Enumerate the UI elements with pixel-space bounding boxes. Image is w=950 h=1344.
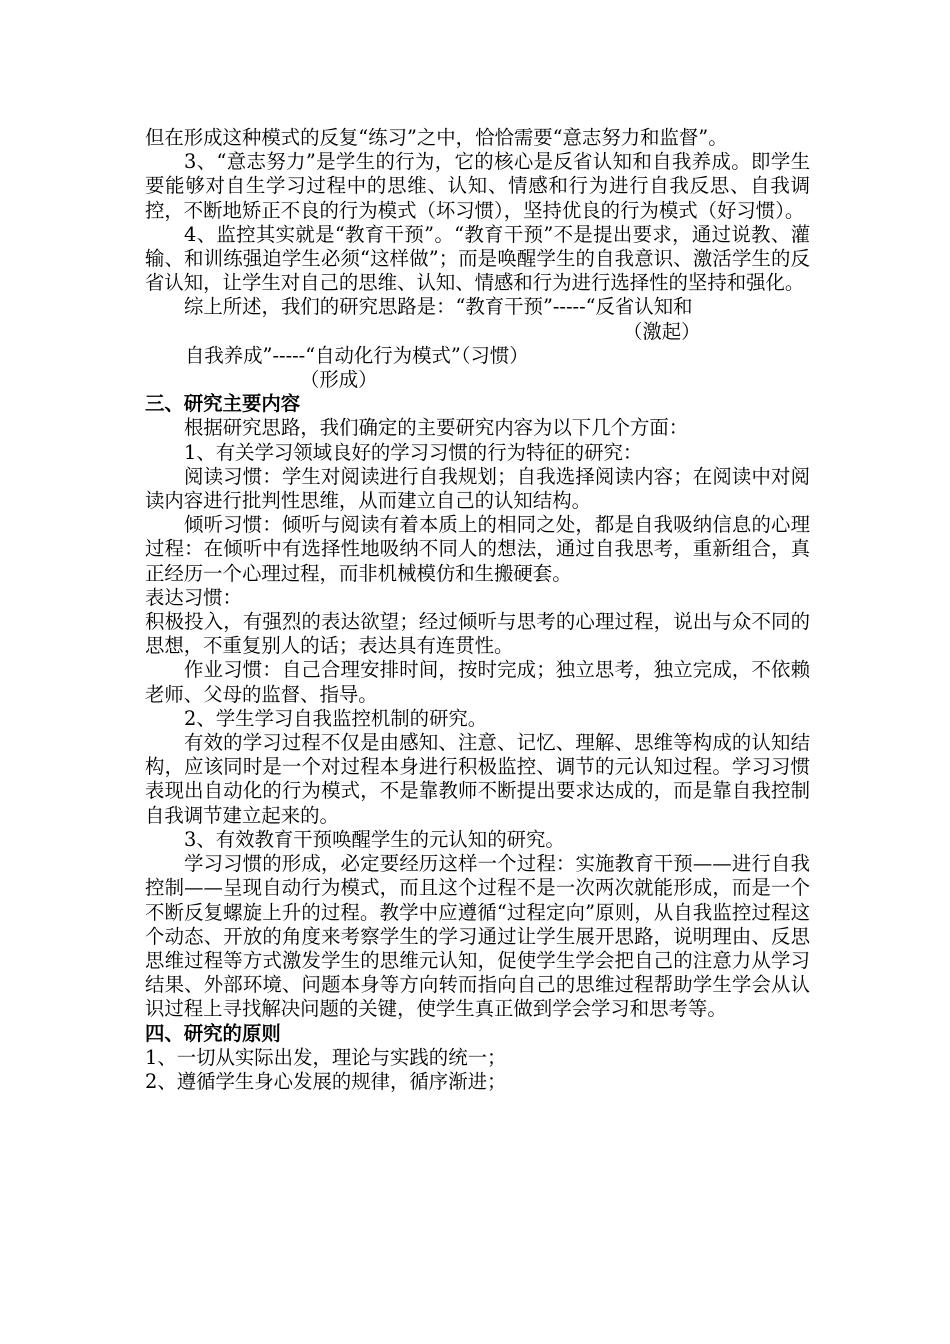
paragraph: 3、有效教育干预唤醒学生的元认知的研究。 [184, 827, 565, 851]
paragraph: 根据研究思路，我们确定的主要研究内容为以下几个方面： [184, 416, 689, 440]
section-heading: 四、研究的原则 [145, 1021, 281, 1045]
paragraph: 作业习惯：自己合理安排时间，按时完成；独立思考，独立完成，不依赖老师、父母的监督、指导。 [145, 658, 810, 706]
paragraph: 但在形成这种模式的反复“练习”之中，恰恰需要“意志努力和监督”。 [145, 126, 728, 149]
paragraph: 积极投入，有强烈的表达欲望；经过倾听与思考的心理过程，说出与众不同的思想，不重复别人的话；表达具有连贯性。 [145, 610, 810, 658]
paragraph: 阅读习惯：学生对阅读进行自我规划；自我选择阅读内容；在阅读中对阅读内容进行批判性思维，从而建立自己的认知结构。 [145, 464, 810, 513]
paragraph: 2、学生学习自我监控机制的研究。 [184, 706, 488, 730]
paragraph: 学习习惯的形成，必定要经历这样一个过程：实施教育干预——进行自我控制——呈现自动行为模式，而且这个过程不是一次两次就能形成，而是一个不断反复螺旋上升的过程。教学中应遵循“过程定向”原则，从自我监控过程这个动态、开放的角度来考察学生的学习通过让学生展开思路，说明理由、反思思维过程等方式激发学生的思维元认知，促使学生学会把自己的注意力从学习结果、外部环境、问题本身等方向转而指向自己的思维过程帮助学生学会从认识过程上寻找解决问题的关键，使学生真正做到学会学习和思考等。 [145, 852, 810, 1021]
paragraph: 4、监控其实就是“教育干预”。“教育干预”不是提出要求，通过说教、灌输、和训练强迫学生必须“这样做”；而是唤醒学生的自我意识、激活学生的反省认知，让学生对自己的思维、认知、情感和行为进行选择性的坚持和强化。 [145, 222, 810, 295]
annotation-note: （形成） [300, 368, 378, 392]
section-heading: 三、研究主要内容 [145, 392, 301, 416]
annotation-note: （激起） [623, 319, 701, 343]
paragraph: 倾听习惯：倾听与阅读有着本质上的相同之处，都是自我吸纳信息的心理过程：在倾听中有选择性地吸纳不同人的想法，通过自我思考，重新组合，真正经历一个心理过程，而非机械模仿和生搬硬套。 [145, 513, 810, 585]
paragraph: 1、有关学习领域良好的学习习惯的行为特征的研究： [184, 440, 643, 464]
document-body [145, 126, 810, 1094]
paragraph: 3、“意志努力”是学生的行为，它的核心是反省认知和自我养成。即学生要能够对自生学习过程中的思维、认知、情感和行为进行自我反思、自我调控，不断地矫正不良的行为模式（坏习惯），坚持优良的行为模式（好习惯）。 [145, 150, 810, 222]
list-item: 2、遵循学生身心发展的规律，循序渐进； [145, 1069, 507, 1093]
paragraph: 有效的学习过程不仅是由感知、注意、记忆、理解、思维等构成的认知结构，应该同时是一个对过程本身进行积极监控、调节的元认知过程。学习习惯表现出自动化的行为模式，不是靠教师不断提出要求达成的，而是靠自我控制自我调节建立起来的。 [145, 731, 810, 827]
paragraph: 综上所述，我们的研究思路是：“教育干预”-----“反省认知和 [184, 295, 693, 319]
list-item: 1、一切从实际出发，理论与实践的统一； [145, 1045, 507, 1069]
paragraph: 自我养成”-----“自动化行为模式”（习惯） [185, 343, 529, 367]
paragraph: 表达习惯： [145, 585, 242, 609]
